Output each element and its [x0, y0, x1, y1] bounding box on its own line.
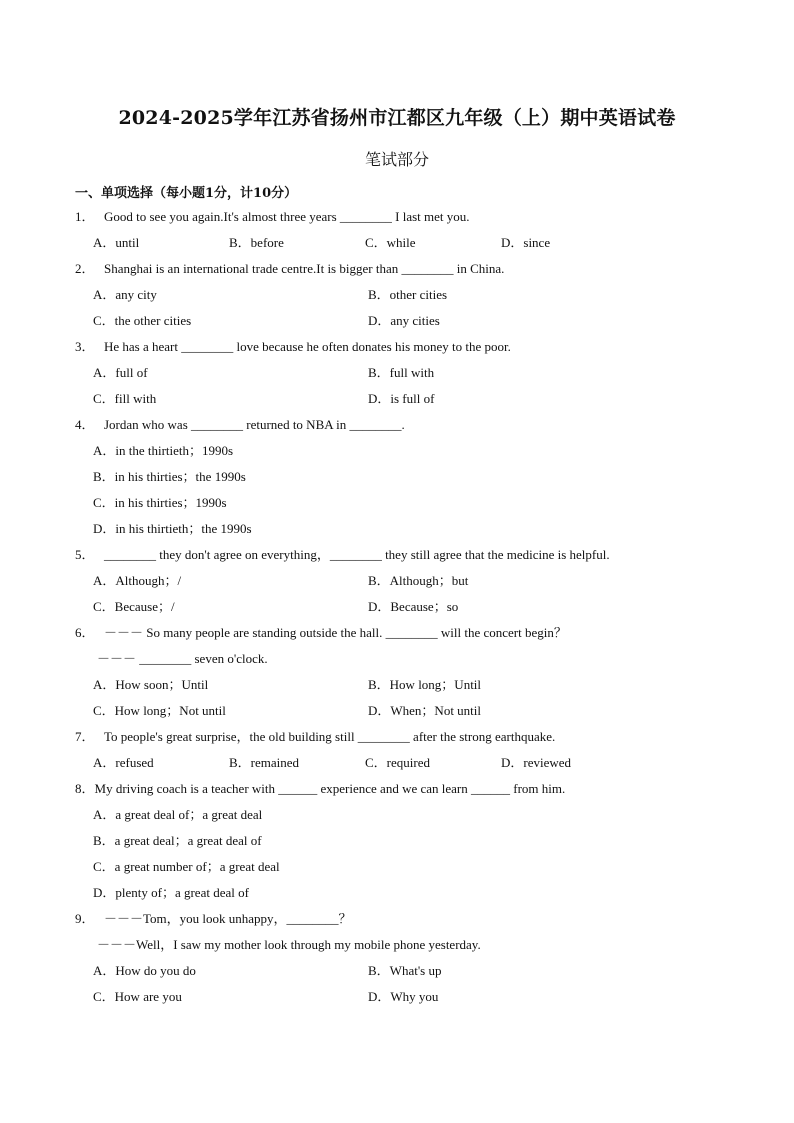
- option-d[interactable]: D．Why you: [368, 989, 439, 1004]
- option-d[interactable]: D．plenty of；a great deal of: [93, 885, 249, 900]
- option-a[interactable]: A．How do you do: [93, 963, 196, 978]
- option-c[interactable]: C．How long；Not until: [93, 703, 226, 718]
- option-a[interactable]: A．full of: [93, 365, 148, 380]
- question-9-options-row2: [75, 984, 715, 1010]
- question-number: 7．: [75, 729, 95, 744]
- option-a[interactable]: A．refused: [93, 755, 154, 770]
- option-d[interactable]: D．any cities: [368, 313, 440, 328]
- question-stem: My driving coach is a teacher with ______ experience and we can learn ______ from him.: [94, 781, 566, 796]
- question-number: 5．: [75, 547, 95, 562]
- option-b[interactable]: B．full with: [368, 365, 435, 380]
- option-b[interactable]: B．in his thirties；the 1990s: [93, 469, 246, 484]
- question-stem: Shanghai is an international trade centre.It is bigger than ________ in China.: [104, 261, 505, 276]
- question-6-options-row1: [75, 672, 715, 698]
- question-6-options-row2: [75, 698, 715, 724]
- option-d[interactable]: D．When；Not until: [368, 703, 482, 718]
- option-b[interactable]: B．other cities: [368, 287, 448, 302]
- option-c[interactable]: C．in his thirties；1990s: [93, 495, 227, 510]
- option-d[interactable]: D．in his thirtieth；the 1990s: [93, 521, 252, 536]
- option-a[interactable]: A．until: [93, 235, 140, 250]
- option-b[interactable]: B．Although；but: [368, 573, 469, 588]
- exam-title: 2024-2025学年江苏省扬州市江都区九年级（上）期中英语试卷: [118, 107, 676, 129]
- question-stem: Good to see you again.It's almost three years ________ I last met you.: [104, 209, 470, 224]
- question-stem: To people's great surprise，the old building still ________ after the strong earthquake.: [104, 729, 556, 744]
- question-list: [75, 204, 715, 1010]
- option-a[interactable]: A．any city: [93, 287, 157, 302]
- option-b[interactable]: B．How long；Until: [368, 677, 482, 692]
- question-number: 4．: [75, 417, 95, 432]
- option-b[interactable]: B．remained: [229, 755, 300, 770]
- question-7-options: [75, 750, 715, 776]
- option-b[interactable]: B．What's up: [368, 963, 442, 978]
- option-c[interactable]: C．How are you: [93, 989, 182, 1004]
- option-c[interactable]: C．the other cities: [93, 313, 192, 328]
- question-number: 6．: [75, 625, 95, 640]
- option-d[interactable]: D．since: [501, 235, 551, 250]
- option-b[interactable]: B．a great deal；a great deal of: [93, 833, 262, 848]
- question-8: [75, 776, 715, 802]
- option-d[interactable]: D．Because；so: [368, 599, 459, 614]
- question-3-options-row2: [75, 386, 715, 412]
- option-a[interactable]: A．How soon；Until: [93, 677, 209, 692]
- question-number: 3．: [75, 339, 95, 354]
- question-2-options-row2: [75, 308, 715, 334]
- question-stem: He has a heart ________ love because he often donates his money to the poor.: [104, 339, 511, 354]
- question-number: 8．: [75, 781, 95, 796]
- option-c[interactable]: C．Because；/: [93, 599, 175, 614]
- question-6: [75, 620, 715, 646]
- question-number: 9．: [75, 911, 95, 926]
- option-a[interactable]: A．in the thirtieth；1990s: [93, 443, 234, 458]
- option-d[interactable]: D．is full of: [368, 391, 435, 406]
- question-9-options-row1: [75, 958, 715, 984]
- dialogue-reply: －－－ ________ seven o'clock.: [97, 651, 268, 666]
- question-4: [75, 412, 715, 438]
- question-5-options-row1: [75, 568, 715, 594]
- option-c[interactable]: C．fill with: [93, 391, 157, 406]
- question-2-options-row1: [75, 282, 715, 308]
- question-5-options-row2: [75, 594, 715, 620]
- question-3-options-row1: [75, 360, 715, 386]
- question-9: [75, 906, 715, 932]
- question-5: [75, 542, 715, 568]
- question-stem: Jordan who was ________ returned to NBA in ________.: [104, 417, 405, 432]
- dialogue-reply: －－－Well，I saw my mother look through my mobile phone yesterday.: [97, 937, 481, 952]
- option-b[interactable]: B．before: [229, 235, 284, 250]
- option-c[interactable]: C．required: [365, 755, 430, 770]
- question-number: 2．: [75, 261, 95, 276]
- question-2: [75, 256, 715, 282]
- exam-subtitle: 笔试部分: [364, 150, 429, 169]
- option-c[interactable]: C．a great number of；a great deal: [93, 859, 280, 874]
- question-number: 1．: [75, 209, 95, 224]
- question-7: [75, 724, 715, 750]
- question-1: [75, 204, 715, 230]
- question-stem: －－－ So many people are standing outside the hall. ________ will the concert begin？: [104, 625, 567, 640]
- option-a[interactable]: A．a great deal of；a great deal: [93, 807, 263, 822]
- question-3: [75, 334, 715, 360]
- section-heading: 一、单项选择（每小题1分，计10分）: [75, 186, 298, 201]
- question-stem: ________ they don't agree on everything，________ they still agree that the medicine is helpful.: [104, 547, 610, 562]
- option-a[interactable]: A．Although；/: [93, 573, 182, 588]
- question-1-options: [75, 230, 715, 256]
- question-stem: －－－Tom，you look unhappy，________？: [104, 911, 352, 926]
- option-c[interactable]: C．while: [365, 235, 416, 250]
- option-d[interactable]: D．reviewed: [501, 755, 572, 770]
